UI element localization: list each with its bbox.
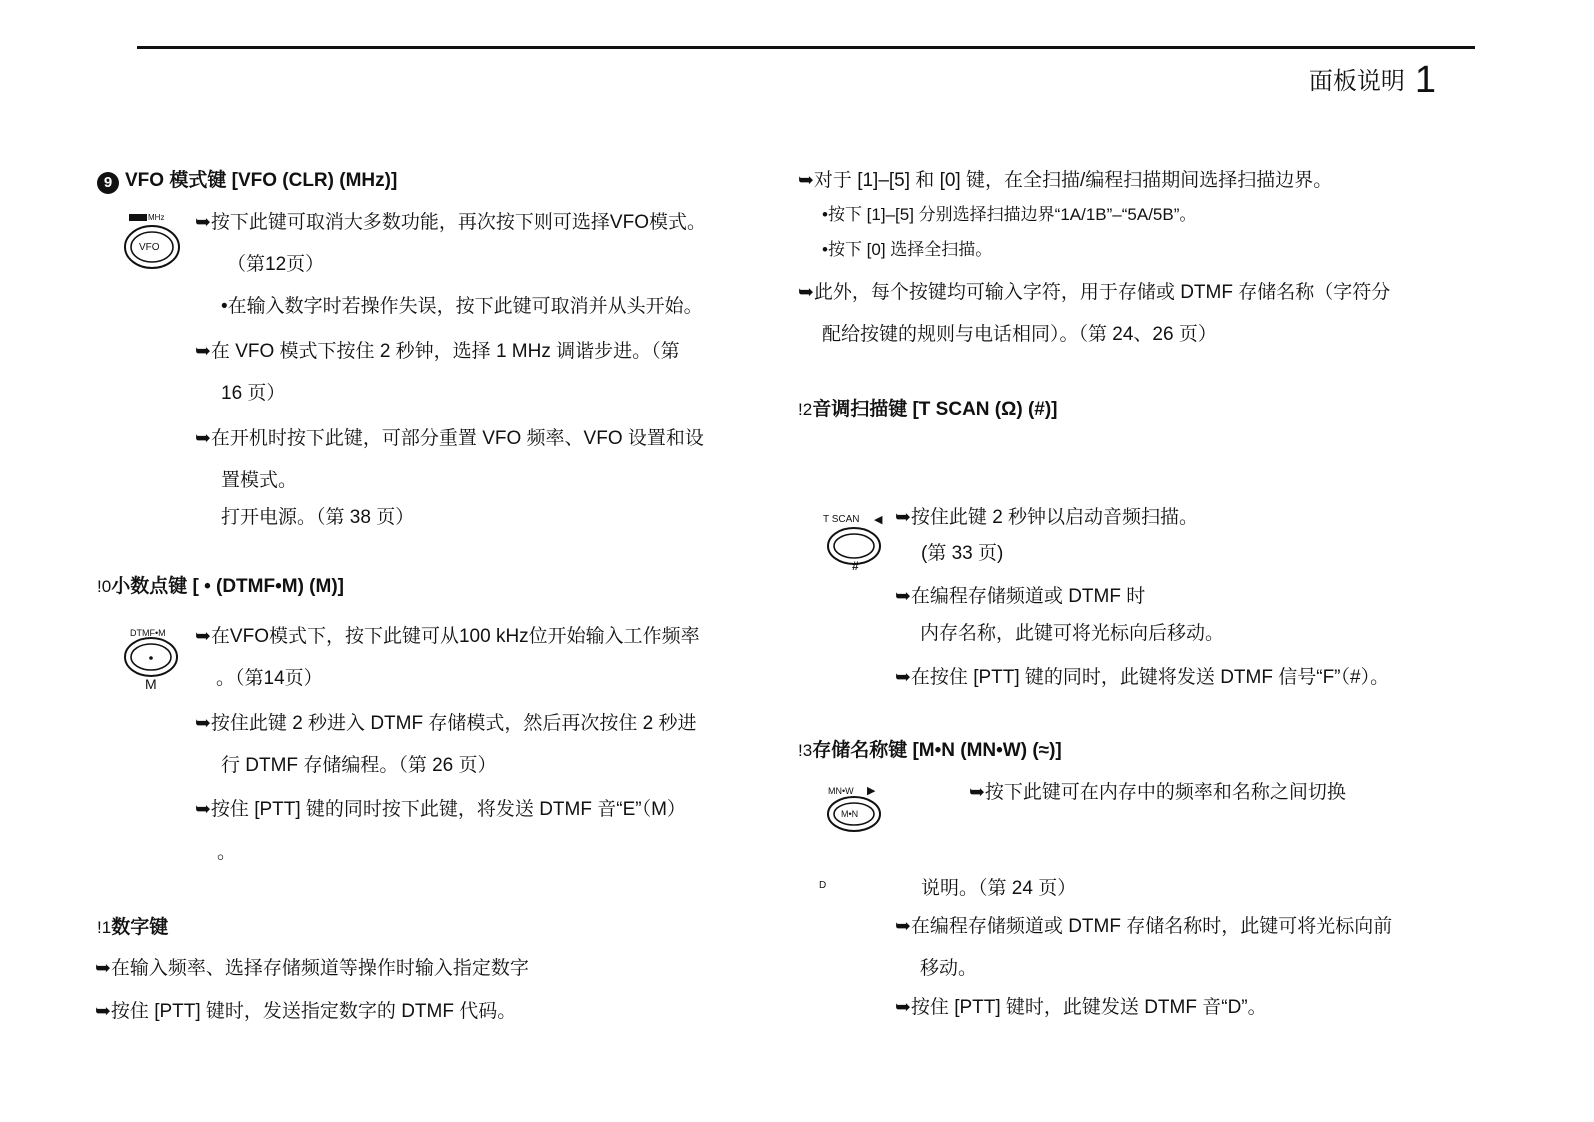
section-10-title: 小数点键 [ • (DTMF•M) (M)] — [111, 576, 344, 597]
left-triangle-icon: ◀ — [874, 514, 883, 526]
decimal-key-icon — [122, 636, 182, 680]
vfo-key-label: VFO — [139, 242, 160, 253]
s11-line-1: ➥在输入频率、选择存储频道等操作时输入指定数字 — [95, 957, 529, 979]
s9-line-1: ➥按下此键可取消大多数功能，再次按下则可选择VFO模式。 — [195, 211, 706, 233]
s10-line-1: ➥在VFO模式下，按下此键可从100 kHz位开始输入工作频率 — [195, 625, 700, 647]
section-11-title: 数字键 — [111, 917, 169, 938]
section-10-heading — [97, 577, 344, 598]
arrow-icon: ➥ — [798, 169, 814, 191]
intro-line-4: ➥此外，每个按键均可输入字符，用于存储或 DTMF 存储名称（字符分 — [798, 281, 1391, 303]
arrow-icon: ➥ — [895, 996, 911, 1018]
decimal-key-top-label: DTMF•M — [130, 628, 166, 638]
right-triangle-icon: ▶ — [867, 785, 876, 797]
arrow-icon: ➥ — [195, 211, 211, 233]
section-9-title: VFO 模式键 [VFO (CLR) (MHz)] — [125, 170, 398, 191]
decimal-key-bottom-label: M — [145, 676, 157, 692]
s9-line-6: ➥在开机时按下此键，可部分重置 VFO 频率、VFO 设置和设 — [195, 427, 704, 449]
s12-line-3: ➥在编程存储频道或 DTMF 时 — [895, 585, 1146, 607]
s10-line-3: ➥按住此键 2 秒进入 DTMF 存储模式，然后再次按住 2 秒进 — [195, 712, 697, 734]
stray-label: D — [819, 880, 827, 891]
s9-line-2: （第12页） — [227, 254, 325, 275]
arrow-icon: ➥ — [969, 781, 985, 803]
intro-line-3: •按下 [0] 选择全扫描。 — [822, 240, 993, 259]
arrow-icon: ➥ — [195, 625, 211, 647]
section-9-heading — [97, 171, 397, 194]
arrow-icon: ➥ — [798, 281, 814, 303]
s9-line-5: 16 页） — [221, 383, 286, 404]
section-13-prefix: !3 — [798, 741, 813, 760]
s9-line-4: ➥在 VFO 模式下按住 2 秒钟，选择 1 MHz 调谐步进。（第 — [195, 340, 680, 362]
s9-line-3: •在输入数字时若操作失误，按下此键可取消并从头开始。 — [221, 296, 703, 317]
section-12-heading — [798, 400, 1058, 421]
arrow-icon: ➥ — [195, 712, 211, 734]
arrow-icon: ➥ — [195, 798, 211, 820]
arrow-icon: ➥ — [195, 427, 211, 449]
s9-line-8: 打开电源。（第 38 页） — [221, 507, 415, 528]
section-11-heading — [97, 918, 168, 939]
header-title: 面板说明 — [1308, 68, 1405, 95]
s13-line-5: ➥按住 [PTT] 键时，此键发送 DTMF 音“D”。 — [895, 996, 1267, 1018]
vfo-key-top-label: MHz — [148, 213, 165, 222]
s12-line-4: 内存名称，此键可将光标向后移动。 — [920, 623, 1225, 644]
section-9-marker: 9 — [97, 172, 119, 194]
arrow-icon: ➥ — [895, 585, 911, 607]
intro-line-5: 配给按键的规则与电话相同）。（第 24、26 页） — [822, 324, 1217, 345]
section-13-heading — [798, 741, 1062, 762]
section-11-prefix: !1 — [97, 918, 112, 937]
s9-line-7: 置模式。 — [221, 470, 298, 491]
s13-line-2: 说明。（第 24 页） — [921, 878, 1077, 899]
section-10-prefix: !0 — [97, 577, 112, 596]
arrow-icon: ➥ — [195, 340, 211, 362]
section-12-title: 音调扫描键 [T SCAN (Ω) (#)] — [812, 399, 1058, 420]
mn-key-top-label: MN•W — [828, 786, 854, 796]
arrow-icon: ➥ — [95, 957, 111, 979]
arrow-icon: ➥ — [895, 666, 911, 688]
page-header — [1309, 56, 1436, 99]
intro-line-1: ➥对于 [1]–[5] 和 [0] 键，在全扫描/编程扫描期间选择扫描边界。 — [798, 169, 1333, 191]
s12-line-5: ➥在按住 [PTT] 键的同时，此键将发送 DTMF 信号“F”（#）。 — [895, 666, 1390, 688]
arrow-icon: ➥ — [895, 915, 911, 937]
s12-line-1: ➥按住此键 2 秒钟以启动音频扫描。 — [895, 506, 1199, 528]
tscan-key-top-label: T SCAN — [823, 514, 860, 525]
arrow-icon: ➥ — [95, 1000, 111, 1022]
s12-line-2: (第 33 页) — [921, 543, 1004, 564]
intro-line-2: •按下 [1]–[5] 分别选择扫描边界“1A/1B”–“5A/5B”。 — [822, 205, 1197, 224]
s13-line-3: ➥在编程存储频道或 DTMF 存储名称时，此键可将光标向前 — [895, 915, 1393, 937]
mn-key-label: M•N — [841, 809, 859, 819]
s10-line-6: 。 — [217, 842, 237, 863]
s13-line-4: 移动。 — [920, 958, 978, 979]
s10-line-5: ➥按住 [PTT] 键的同时按下此键，将发送 DTMF 音“E”（M） — [195, 798, 686, 820]
chapter-number: 1 — [1414, 59, 1436, 101]
s11-line-2: ➥按住 [PTT] 键时，发送指定数字的 DTMF 代码。 — [95, 1000, 517, 1022]
tscan-key-bottom-label: # — [852, 559, 859, 573]
s13-line-1: ➥按下此键可在内存中的频率和名称之间切换 — [969, 781, 1346, 803]
section-12-prefix: !2 — [798, 400, 813, 419]
arrow-icon: ➥ — [895, 506, 911, 528]
s10-line-4: 行 DTMF 存储编程。（第 26 页） — [221, 755, 497, 776]
top-rule — [137, 46, 1475, 49]
section-13-title: 存储名称键 [M•N (MN•W) (≈)] — [812, 740, 1062, 761]
s10-line-2: 。（第14页） — [216, 668, 323, 689]
